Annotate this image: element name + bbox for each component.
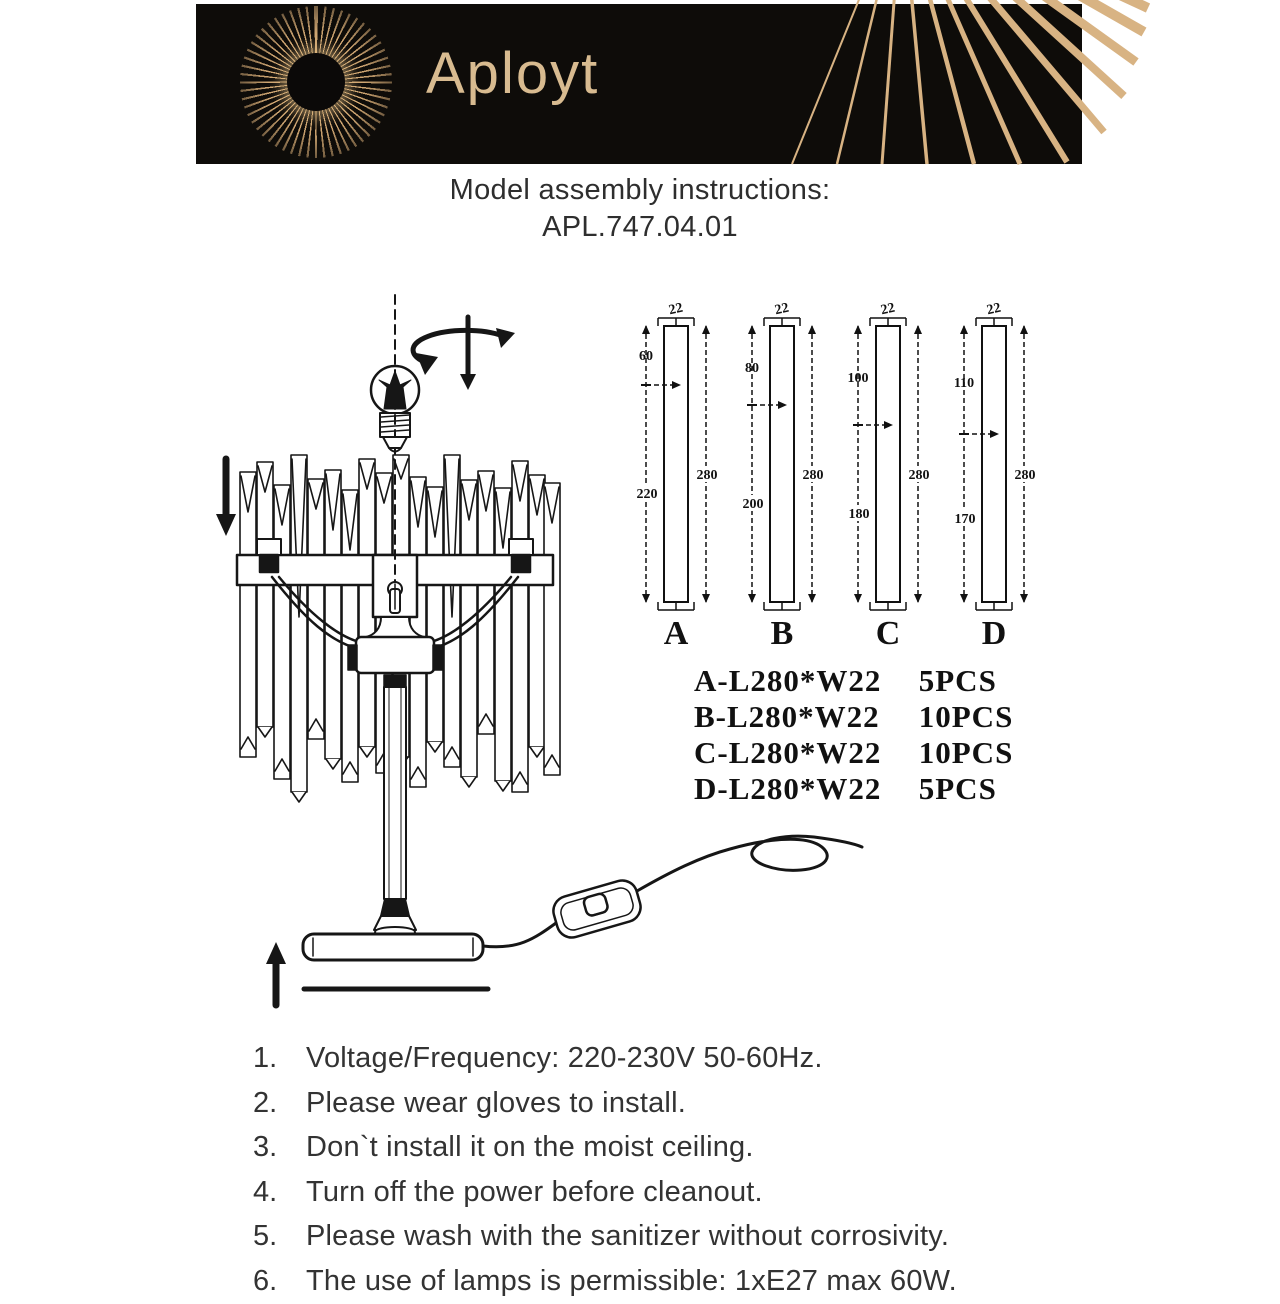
- svg-text:100: 100: [847, 371, 869, 386]
- dimension-diagram-c: [846, 300, 942, 652]
- svg-text:C: C: [875, 615, 901, 652]
- svg-text:A: A: [663, 615, 689, 652]
- part-code: B-L280*W22: [694, 699, 880, 734]
- svg-text:80: 80: [745, 361, 759, 376]
- dimension-diagram-a: [634, 300, 730, 652]
- instruction-number: 4.: [253, 1175, 278, 1208]
- instruction-item: [253, 1170, 957, 1215]
- power-cord: [483, 836, 862, 947]
- inline-switch: [550, 877, 644, 941]
- dimension-diagrams: [634, 300, 1048, 652]
- svg-text:22: 22: [985, 300, 1003, 319]
- parts-list-row: [694, 663, 1013, 699]
- part-code: D-L280*W22: [694, 771, 882, 806]
- sunburst-logo-icon: [240, 6, 392, 158]
- instruction-number: 1.: [253, 1042, 278, 1074]
- part-code: A-L280*W22: [694, 663, 882, 698]
- page-title: Model assembly instructions:: [449, 174, 831, 206]
- instruction-number: 2.: [253, 1086, 278, 1119]
- svg-text:22: 22: [667, 300, 685, 319]
- svg-text:280: 280: [1014, 468, 1036, 483]
- instruction-number: 3.: [253, 1131, 278, 1164]
- lamp-base: [303, 934, 483, 960]
- part-code: C-L280*W22: [694, 735, 882, 770]
- svg-text:D: D: [981, 615, 1007, 652]
- up-arrow-icon: [266, 942, 286, 1005]
- svg-text:B: B: [770, 615, 794, 652]
- instruction-number: 6.: [253, 1264, 278, 1297]
- rotation-arrow-icon: [413, 317, 515, 390]
- dimension-diagram-d: [952, 300, 1048, 652]
- svg-text:60: 60: [639, 349, 653, 364]
- svg-text:200: 200: [742, 497, 764, 512]
- model-number: APL.747.04.01: [542, 211, 738, 243]
- brand-wordmark: Aployt: [426, 41, 600, 106]
- parts-list-row: [694, 735, 1013, 771]
- parts-list-row: [694, 699, 1013, 735]
- parts-list-row: [694, 771, 1013, 807]
- svg-text:110: 110: [953, 376, 975, 391]
- instruction-text: Don`t install it on the moist ceiling.: [306, 1131, 754, 1164]
- svg-text:180: 180: [848, 507, 870, 522]
- svg-text:280: 280: [802, 468, 824, 483]
- down-arrow-icon: [216, 459, 236, 536]
- instruction-text: Please wear gloves to install.: [306, 1086, 686, 1119]
- part-qty: 5PCS: [918, 771, 997, 806]
- parts-list: [694, 663, 1013, 807]
- instruction-item: [253, 1125, 957, 1170]
- instruction-text: Turn off the power before cleanout.: [306, 1175, 763, 1208]
- instructions-list: [253, 1036, 957, 1304]
- svg-text:280: 280: [696, 468, 718, 483]
- brand-banner: [196, 4, 1082, 164]
- svg-text:220: 220: [636, 487, 658, 502]
- socket-keyhole: [388, 582, 402, 613]
- part-qty: 10PCS: [918, 735, 1014, 770]
- svg-text:170: 170: [954, 512, 976, 527]
- svg-text:22: 22: [773, 300, 791, 319]
- decorative-rays-icon: [752, 4, 1082, 164]
- instruction-item: [253, 1259, 957, 1304]
- instruction-number: 5.: [253, 1220, 278, 1253]
- dimension-diagram-b: [740, 300, 836, 652]
- part-qty: 10PCS: [918, 699, 1014, 734]
- instruction-item: [253, 1036, 957, 1081]
- instruction-text: Voltage/Frequency: 220-230V 50-60Hz.: [306, 1042, 823, 1074]
- instruction-item: [253, 1214, 957, 1259]
- instruction-item: [253, 1081, 957, 1126]
- instruction-text: Please wash with the sanitizer without corrosivity.: [306, 1220, 950, 1253]
- instruction-text: The use of lamps is permissible: 1xE27 max 60W.: [306, 1264, 957, 1297]
- part-qty: 5PCS: [918, 663, 997, 698]
- title-block: [0, 172, 1280, 246]
- svg-text:22: 22: [879, 300, 897, 319]
- svg-text:280: 280: [908, 468, 930, 483]
